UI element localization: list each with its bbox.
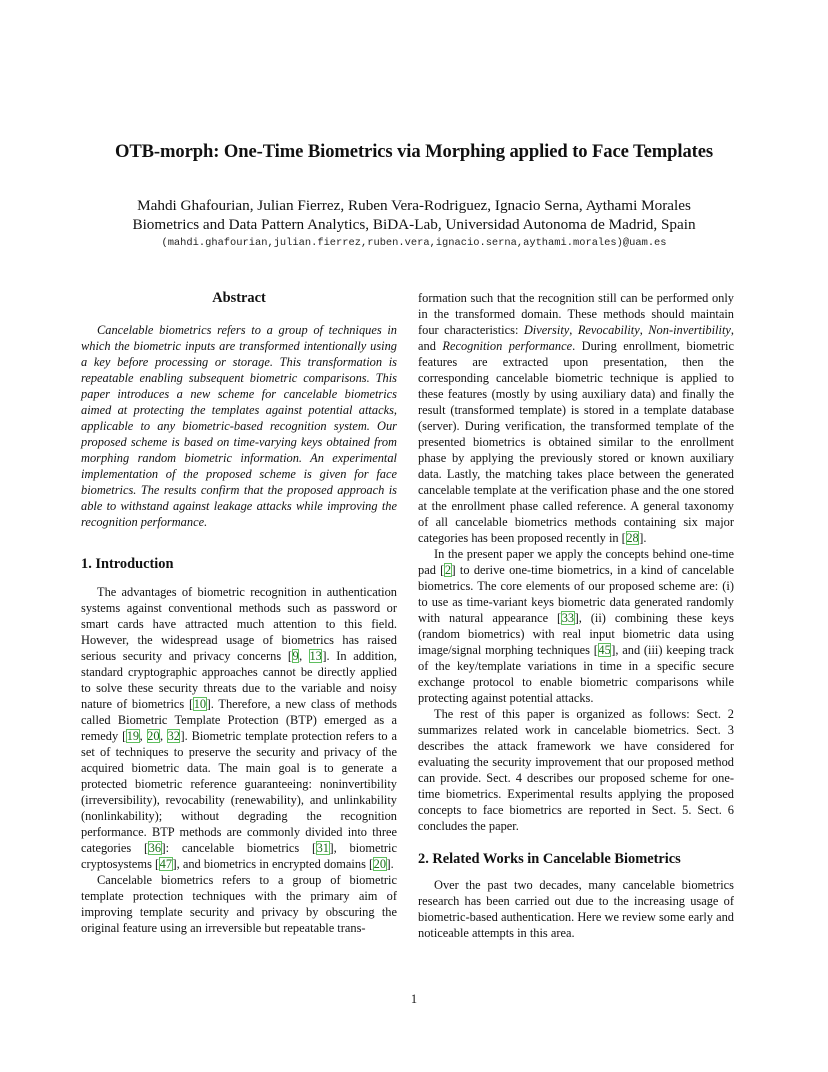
citation-link[interactable]: 28: [626, 531, 639, 545]
section-heading-introduction: 1. Introduction: [81, 556, 174, 572]
left-column: [81, 290, 397, 936]
author-emails: (mahdi.ghafourian,julian.fierrez,ruben.vera,ignacio.serna,aythami.morales)@uam.es: [161, 237, 667, 249]
intro-paragraph-2-start: Cancelable biometrics refers to a group of biometric template protection techniques with the primary aim of improving template security and privacy by obscuring the original feature using an irreversible but repeatable trans-: [81, 873, 397, 935]
citation-link[interactable]: 20: [373, 857, 387, 871]
citation-link[interactable]: 20: [147, 729, 160, 743]
citation-link[interactable]: 47: [159, 857, 173, 871]
author-affiliation: Biometrics and Data Pattern Analytics, BiDA-Lab, Universidad Autonoma de Madrid, Spain: [132, 215, 696, 233]
citation-link[interactable]: 9: [292, 649, 299, 663]
citation-link[interactable]: 13: [309, 649, 322, 663]
author-names: Mahdi Ghafourian, Julian Fierrez, Ruben Vera-Rodriguez, Ignacio Serna, Aythami Morales: [137, 197, 691, 214]
citation-link[interactable]: 31: [316, 841, 329, 855]
citation-link[interactable]: 19: [126, 729, 140, 743]
page-number: 1: [410, 992, 418, 1006]
intro-paragraph-2-continued: formation such that the recognition still can be performed only in the transformed domain. These methods should maintain four characteristics: Diversity, Revocability, Non-invertibility, and Recognition performance. During enrollment, biometric features are extracted upon presentation, then the corresponding cancelable biometric technique is applied to these features (mostly by using auxiliary data) and finally the result (transformed template) is stored in a template database (server). During verification, the transformed template of the presented biometrics is obtained similar to the enrollment phase by applying the previously stored or known auxiliary data. Lastly, the matching takes place between the generated cancelable template at the verification phase and the one stored at the enrollment phase called reference. A general taxonomy of all cancelable biometrics methods containing six major categories has been proposed recently in [28].: [418, 291, 734, 545]
intro-paragraph-4: The rest of this paper is organized as follows: Sect. 2 summarizes related work in cancelable biometrics. Sect. 3 describes the attack framework we have considered for evaluating the security improvement that our proposed method can provide. Sect. 4 describes our proposed scheme for one-time biometrics. Experimental results applying the proposed concepts to face biometrics are reported in Sect. 5. Sect. 6 concludes the paper.: [418, 707, 734, 833]
citation-link[interactable]: 33: [561, 611, 575, 625]
citation-link[interactable]: 36: [148, 841, 162, 855]
citation-link[interactable]: 32: [167, 729, 180, 743]
paper-title: OTB-morph: One-Time Biometrics via Morphing applied to Face Templates: [114, 141, 714, 162]
intro-paragraph-1: The advantages of biometric recognition in authentication systems against conventional methods such as password or smart cards have attracted much attention to this field. However, the widespread usage of biometrics has raised serious security and privacy concerns [9, 13]. In addition, standard cryptographic approaches cannot be directly applied to solve these security threats due to the variable and noisy nature of biometrics [10]. Therefore, a new class of methods called Biometric Template Protection (BTP) emerged as a remedy [19, 20, 32]. Biometric template protection refers to a set of techniques to preserve the security and privacy of the acquired biometric data. The main goal is to generate a protected biometric reference guaranteeing: noninvertibility (irreversibility), revocability (renewability), and unlinkability (nonlinkability); without degrading the recognition performance. BTP methods are commonly divided into three categories [36]: cancelable biometrics [31], biometric cryptosystems [47], and biometrics in encrypted domains [20].: [81, 585, 398, 871]
abstract-body: Cancelable biometrics refers to a group of techniques in which the biometric inputs are transformed intentionally using a key before processing or storage. This transformation is repeatable enabling subsequent biometric comparisons. This paper introduces a new scheme for cancelable biometrics aimed at protecting the templates against potential attacks, applicable to any biometric-based recognition system. Our proposed scheme is based on time-varying keys obtained from morphing random biometric information. An experimental implementation of the proposed scheme is given for face biometrics. The results confirm that the proposed approach is able to withstand against leakage attacks while improving the recognition performance.: [81, 323, 397, 529]
intro-paragraph-3: In the present paper we apply the concepts behind one-time pad [2] to derive one-time biometrics, in a kind of cancelable biometrics. The core elements of our proposed scheme are: (i) to use as time-variant keys biometric data generated randomly with natural appearance [33], (ii) combining these keys (random biometrics) with real input biometric data using image/signal morphing techniques [45], and (iii) keeping track of the key/template variations in time in a specific secure exchange protocol to enable biometric comparisons while protecting against potential attacks.: [418, 547, 734, 705]
author-block: [0, 197, 828, 234]
citation-link[interactable]: 10: [193, 697, 207, 711]
section-heading-related-works: 2. Related Works in Cancelable Biometrics: [418, 851, 681, 867]
related-paragraph-1: Over the past two decades, many cancelable biometrics research has been carried out due to the increasing usage of biometric-based authentication. Here we review some early and noticeable attempts in this area.: [418, 878, 734, 940]
citation-link[interactable]: 45: [598, 643, 611, 657]
right-column: [418, 290, 734, 941]
abstract-heading: Abstract: [212, 290, 266, 306]
citation-link[interactable]: 2: [444, 563, 452, 577]
